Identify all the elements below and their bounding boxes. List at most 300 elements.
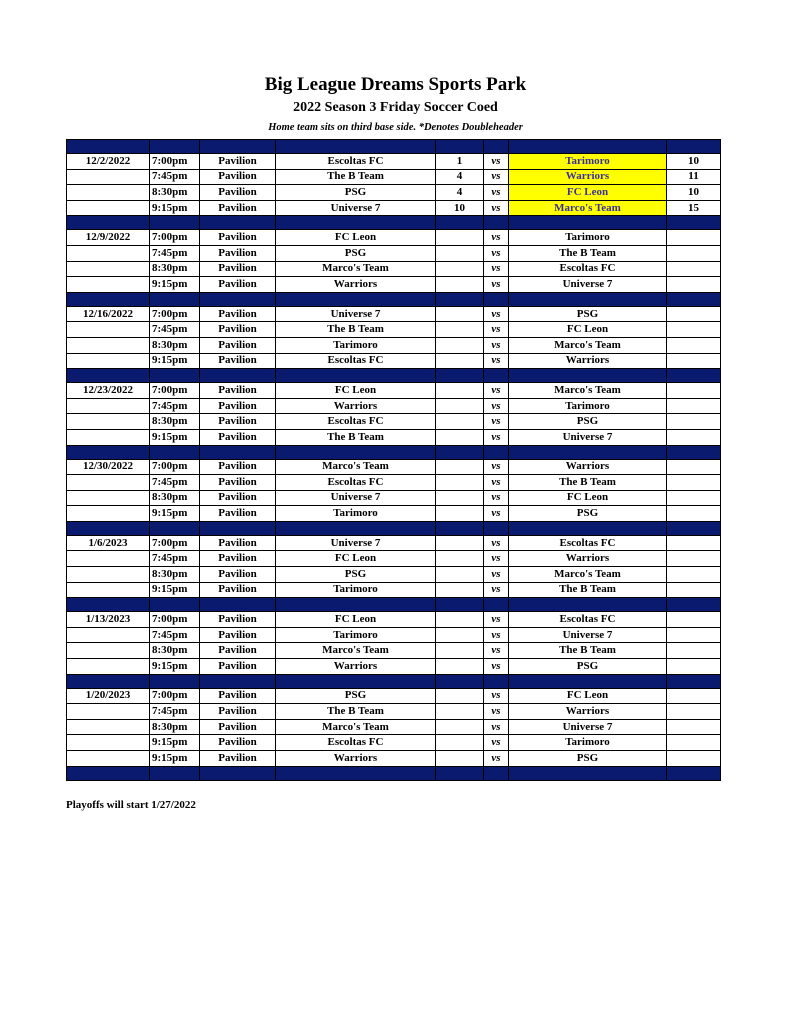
vs-cell: vs	[484, 261, 509, 277]
home-score-cell: 10	[436, 200, 484, 216]
time-cell: 8:30pm	[150, 414, 200, 430]
home-team-cell: The B Team	[276, 429, 436, 445]
away-team-cell: Escoltas FC	[509, 612, 667, 628]
away-score-cell: 11	[667, 169, 721, 185]
date-cell	[67, 200, 150, 216]
home-score-cell: 4	[436, 169, 484, 185]
date-cell: 1/6/2023	[67, 535, 150, 551]
week-separator-band	[67, 521, 721, 535]
week-separator-band	[67, 445, 721, 459]
game-row	[67, 398, 721, 414]
field-cell: Pavilion	[200, 751, 276, 767]
week-separator-band	[67, 369, 721, 383]
time-cell: 7:00pm	[150, 383, 200, 399]
band-cell	[667, 369, 721, 383]
field-cell: Pavilion	[200, 261, 276, 277]
time-cell: 7:45pm	[150, 551, 200, 567]
time-cell: 9:15pm	[150, 582, 200, 598]
date-cell: 12/9/2022	[67, 230, 150, 246]
date-cell: 1/20/2023	[67, 688, 150, 704]
date-cell: 1/13/2023	[67, 612, 150, 628]
band-cell	[67, 766, 150, 780]
band-cell	[509, 766, 667, 780]
home-team-cell: Warriors	[276, 277, 436, 293]
away-score-cell	[667, 582, 721, 598]
band-cell	[67, 292, 150, 306]
band-cell	[667, 292, 721, 306]
home-score-cell	[436, 688, 484, 704]
away-score-cell	[667, 659, 721, 675]
home-score-cell	[436, 398, 484, 414]
home-team-cell: Tarimoro	[276, 337, 436, 353]
home-team-cell: Marco's Team	[276, 643, 436, 659]
vs-cell: vs	[484, 506, 509, 522]
band-cell	[200, 445, 276, 459]
home-team-cell: FC Leon	[276, 612, 436, 628]
band-cell	[150, 674, 200, 688]
game-row	[67, 506, 721, 522]
away-team-cell: Universe 7	[509, 719, 667, 735]
home-score-cell	[436, 567, 484, 583]
field-cell: Pavilion	[200, 567, 276, 583]
away-team-cell: Warriors	[509, 551, 667, 567]
home-team-cell: Universe 7	[276, 535, 436, 551]
band-cell	[276, 766, 436, 780]
vs-cell: vs	[484, 169, 509, 185]
home-score-cell	[436, 429, 484, 445]
vs-cell: vs	[484, 353, 509, 369]
home-score-cell	[436, 475, 484, 491]
away-score-cell	[667, 245, 721, 261]
field-cell: Pavilion	[200, 490, 276, 506]
band-cell	[276, 216, 436, 230]
away-score-cell: 15	[667, 200, 721, 216]
game-row	[67, 414, 721, 430]
field-cell: Pavilion	[200, 277, 276, 293]
time-cell: 7:45pm	[150, 627, 200, 643]
date-cell	[67, 398, 150, 414]
vs-cell: vs	[484, 429, 509, 445]
band-cell	[67, 369, 150, 383]
away-team-cell: Marco's Team	[509, 567, 667, 583]
date-cell	[67, 261, 150, 277]
vs-cell: vs	[484, 414, 509, 430]
away-team-cell: Tarimoro	[509, 398, 667, 414]
date-cell	[67, 627, 150, 643]
vs-cell: vs	[484, 535, 509, 551]
home-team-cell: The B Team	[276, 169, 436, 185]
vs-cell: vs	[484, 659, 509, 675]
vs-cell: vs	[484, 704, 509, 720]
vs-cell: vs	[484, 688, 509, 704]
game-row	[67, 535, 721, 551]
away-team-cell: FC Leon	[509, 322, 667, 338]
field-cell: Pavilion	[200, 612, 276, 628]
band-cell	[150, 766, 200, 780]
home-score-cell	[436, 306, 484, 322]
away-score-cell: 10	[667, 185, 721, 201]
home-team-cell: Marco's Team	[276, 459, 436, 475]
game-row	[67, 688, 721, 704]
away-team-cell: FC Leon	[509, 185, 667, 201]
away-score-cell	[667, 429, 721, 445]
field-cell: Pavilion	[200, 582, 276, 598]
field-cell: Pavilion	[200, 688, 276, 704]
date-cell	[67, 551, 150, 567]
date-cell	[67, 567, 150, 583]
game-row	[67, 230, 721, 246]
band-cell	[150, 216, 200, 230]
time-cell: 7:00pm	[150, 459, 200, 475]
band-cell	[200, 521, 276, 535]
band-cell	[667, 140, 721, 154]
band-cell	[509, 521, 667, 535]
home-score-cell	[436, 490, 484, 506]
date-cell	[67, 429, 150, 445]
field-cell: Pavilion	[200, 659, 276, 675]
away-score-cell	[667, 306, 721, 322]
home-team-cell: Warriors	[276, 751, 436, 767]
home-score-cell	[436, 506, 484, 522]
away-team-cell: Universe 7	[509, 429, 667, 445]
time-cell: 7:45pm	[150, 322, 200, 338]
schedule-table	[66, 139, 721, 781]
home-team-cell: Escoltas FC	[276, 735, 436, 751]
away-score-cell	[667, 475, 721, 491]
away-team-cell: Tarimoro	[509, 154, 667, 170]
band-cell	[667, 598, 721, 612]
field-cell: Pavilion	[200, 230, 276, 246]
band-cell	[200, 216, 276, 230]
away-team-cell: PSG	[509, 306, 667, 322]
home-score-cell	[436, 704, 484, 720]
vs-cell: vs	[484, 735, 509, 751]
game-row	[67, 643, 721, 659]
week-separator-band	[67, 216, 721, 230]
band-cell	[484, 140, 509, 154]
page-subtitle: 2022 Season 3 Friday Soccer Coed	[293, 100, 498, 115]
field-cell: Pavilion	[200, 719, 276, 735]
game-row	[67, 169, 721, 185]
away-score-cell	[667, 535, 721, 551]
away-team-cell: FC Leon	[509, 688, 667, 704]
date-cell	[67, 353, 150, 369]
away-score-cell	[667, 230, 721, 246]
band-cell	[436, 766, 484, 780]
game-row	[67, 154, 721, 170]
away-score-cell	[667, 414, 721, 430]
away-score-cell	[667, 353, 721, 369]
time-cell: 7:45pm	[150, 704, 200, 720]
away-team-cell: The B Team	[509, 582, 667, 598]
away-score-cell	[667, 398, 721, 414]
field-cell: Pavilion	[200, 535, 276, 551]
time-cell: 8:30pm	[150, 490, 200, 506]
vs-cell: vs	[484, 245, 509, 261]
band-cell	[667, 766, 721, 780]
vs-cell: vs	[484, 306, 509, 322]
band-cell	[509, 445, 667, 459]
vs-cell: vs	[484, 719, 509, 735]
game-row	[67, 612, 721, 628]
home-score-cell	[436, 643, 484, 659]
away-team-cell: Warriors	[509, 704, 667, 720]
date-cell	[67, 735, 150, 751]
home-score-cell	[436, 414, 484, 430]
band-cell	[150, 369, 200, 383]
away-team-cell: Universe 7	[509, 627, 667, 643]
home-score-cell	[436, 322, 484, 338]
band-cell	[150, 445, 200, 459]
vs-cell: vs	[484, 459, 509, 475]
band-cell	[667, 521, 721, 535]
game-row	[67, 582, 721, 598]
field-cell: Pavilion	[200, 551, 276, 567]
home-score-cell	[436, 612, 484, 628]
away-score-cell	[667, 643, 721, 659]
home-score-cell	[436, 230, 484, 246]
home-team-cell: Escoltas FC	[276, 475, 436, 491]
vs-cell: vs	[484, 185, 509, 201]
band-cell	[276, 369, 436, 383]
band-cell	[509, 216, 667, 230]
away-team-cell: Marco's Team	[509, 383, 667, 399]
away-score-cell	[667, 506, 721, 522]
away-team-cell: Escoltas FC	[509, 261, 667, 277]
band-cell	[484, 292, 509, 306]
band-cell	[276, 598, 436, 612]
page-title: Big League Dreams Sports Park	[264, 74, 527, 95]
away-team-cell: PSG	[509, 414, 667, 430]
vs-cell: vs	[484, 490, 509, 506]
home-team-cell: Tarimoro	[276, 627, 436, 643]
time-cell: 7:00pm	[150, 535, 200, 551]
home-team-cell: The B Team	[276, 704, 436, 720]
away-score-cell	[667, 688, 721, 704]
date-cell	[67, 414, 150, 430]
field-cell: Pavilion	[200, 306, 276, 322]
field-cell: Pavilion	[200, 322, 276, 338]
band-cell	[67, 216, 150, 230]
home-score-cell	[436, 245, 484, 261]
vs-cell: vs	[484, 627, 509, 643]
home-team-note: Home team sits on third base side. *Denotes Doubleheader	[268, 122, 523, 133]
time-cell: 8:30pm	[150, 337, 200, 353]
band-cell	[667, 216, 721, 230]
away-team-cell: Marco's Team	[509, 337, 667, 353]
away-score-cell	[667, 277, 721, 293]
game-row	[67, 704, 721, 720]
date-cell: 12/23/2022	[67, 383, 150, 399]
home-team-cell: Escoltas FC	[276, 414, 436, 430]
home-score-cell	[436, 459, 484, 475]
time-cell: 9:15pm	[150, 353, 200, 369]
band-cell	[509, 674, 667, 688]
game-row	[67, 337, 721, 353]
home-team-cell: Escoltas FC	[276, 353, 436, 369]
time-cell: 8:30pm	[150, 261, 200, 277]
band-cell	[67, 674, 150, 688]
game-row	[67, 551, 721, 567]
home-score-cell	[436, 719, 484, 735]
field-cell: Pavilion	[200, 643, 276, 659]
date-cell	[67, 582, 150, 598]
home-score-cell	[436, 735, 484, 751]
time-cell: 7:00pm	[150, 612, 200, 628]
band-cell	[484, 216, 509, 230]
time-cell: 9:15pm	[150, 506, 200, 522]
field-cell: Pavilion	[200, 627, 276, 643]
date-cell	[67, 490, 150, 506]
home-team-cell: FC Leon	[276, 551, 436, 567]
vs-cell: vs	[484, 582, 509, 598]
game-row	[67, 383, 721, 399]
date-cell	[67, 337, 150, 353]
band-cell	[484, 445, 509, 459]
field-cell: Pavilion	[200, 353, 276, 369]
field-cell: Pavilion	[200, 704, 276, 720]
away-team-cell: Warriors	[509, 353, 667, 369]
vs-cell: vs	[484, 230, 509, 246]
band-cell	[150, 521, 200, 535]
home-score-cell	[436, 751, 484, 767]
band-cell	[67, 140, 150, 154]
vs-cell: vs	[484, 551, 509, 567]
week-separator-band	[67, 766, 721, 780]
vs-cell: vs	[484, 337, 509, 353]
time-cell: 9:15pm	[150, 429, 200, 445]
away-score-cell	[667, 337, 721, 353]
time-cell: 9:15pm	[150, 751, 200, 767]
field-cell: Pavilion	[200, 383, 276, 399]
date-cell	[67, 185, 150, 201]
away-team-cell: Escoltas FC	[509, 535, 667, 551]
home-score-cell	[436, 261, 484, 277]
home-team-cell: PSG	[276, 185, 436, 201]
date-cell	[67, 277, 150, 293]
game-row	[67, 751, 721, 767]
home-team-cell: Universe 7	[276, 490, 436, 506]
band-cell	[150, 140, 200, 154]
date-cell	[67, 506, 150, 522]
week-separator-band	[67, 598, 721, 612]
date-cell	[67, 659, 150, 675]
time-cell: 7:00pm	[150, 688, 200, 704]
time-cell: 9:15pm	[150, 277, 200, 293]
away-team-cell: Universe 7	[509, 277, 667, 293]
date-cell: 12/16/2022	[67, 306, 150, 322]
away-team-cell: The B Team	[509, 475, 667, 491]
away-team-cell: The B Team	[509, 245, 667, 261]
band-cell	[200, 369, 276, 383]
band-cell	[276, 674, 436, 688]
away-score-cell	[667, 261, 721, 277]
band-cell	[67, 521, 150, 535]
home-score-cell	[436, 277, 484, 293]
time-cell: 7:00pm	[150, 154, 200, 170]
date-cell	[67, 322, 150, 338]
band-cell	[509, 292, 667, 306]
home-team-cell: Tarimoro	[276, 582, 436, 598]
time-cell: 9:15pm	[150, 659, 200, 675]
band-cell	[150, 598, 200, 612]
band-cell	[200, 766, 276, 780]
vs-cell: vs	[484, 200, 509, 216]
band-cell	[150, 292, 200, 306]
home-team-cell: PSG	[276, 688, 436, 704]
home-score-cell	[436, 383, 484, 399]
away-team-cell: PSG	[509, 506, 667, 522]
game-row	[67, 185, 721, 201]
date-cell	[67, 719, 150, 735]
away-team-cell: PSG	[509, 659, 667, 675]
home-team-cell: Tarimoro	[276, 506, 436, 522]
game-row	[67, 659, 721, 675]
band-cell	[509, 598, 667, 612]
band-cell	[667, 674, 721, 688]
home-team-cell: Universe 7	[276, 306, 436, 322]
band-cell	[436, 674, 484, 688]
home-team-cell: Escoltas FC	[276, 154, 436, 170]
field-cell: Pavilion	[200, 475, 276, 491]
field-cell: Pavilion	[200, 459, 276, 475]
time-cell: 7:00pm	[150, 306, 200, 322]
band-cell	[484, 766, 509, 780]
home-score-cell	[436, 551, 484, 567]
time-cell: 7:45pm	[150, 245, 200, 261]
away-score-cell: 10	[667, 154, 721, 170]
vs-cell: vs	[484, 277, 509, 293]
band-cell	[436, 369, 484, 383]
away-score-cell	[667, 612, 721, 628]
game-row	[67, 567, 721, 583]
date-cell	[67, 704, 150, 720]
game-row	[67, 719, 721, 735]
away-team-cell: The B Team	[509, 643, 667, 659]
field-cell: Pavilion	[200, 169, 276, 185]
band-cell	[484, 369, 509, 383]
date-cell	[67, 643, 150, 659]
away-score-cell	[667, 383, 721, 399]
field-cell: Pavilion	[200, 185, 276, 201]
date-cell	[67, 475, 150, 491]
time-cell: 7:45pm	[150, 475, 200, 491]
band-cell	[67, 598, 150, 612]
vs-cell: vs	[484, 751, 509, 767]
field-cell: Pavilion	[200, 414, 276, 430]
date-cell	[67, 751, 150, 767]
home-team-cell: PSG	[276, 245, 436, 261]
band-cell	[436, 140, 484, 154]
away-score-cell	[667, 322, 721, 338]
time-cell: 8:30pm	[150, 643, 200, 659]
game-row	[67, 261, 721, 277]
game-row	[67, 459, 721, 475]
week-separator-band	[67, 674, 721, 688]
date-cell: 12/30/2022	[67, 459, 150, 475]
vs-cell: vs	[484, 154, 509, 170]
time-cell: 8:30pm	[150, 185, 200, 201]
band-cell	[276, 521, 436, 535]
time-cell: 7:45pm	[150, 398, 200, 414]
band-cell	[436, 598, 484, 612]
field-cell: Pavilion	[200, 245, 276, 261]
home-score-cell	[436, 582, 484, 598]
band-cell	[509, 140, 667, 154]
home-score-cell: 1	[436, 154, 484, 170]
away-team-cell: Warriors	[509, 169, 667, 185]
field-cell: Pavilion	[200, 398, 276, 414]
